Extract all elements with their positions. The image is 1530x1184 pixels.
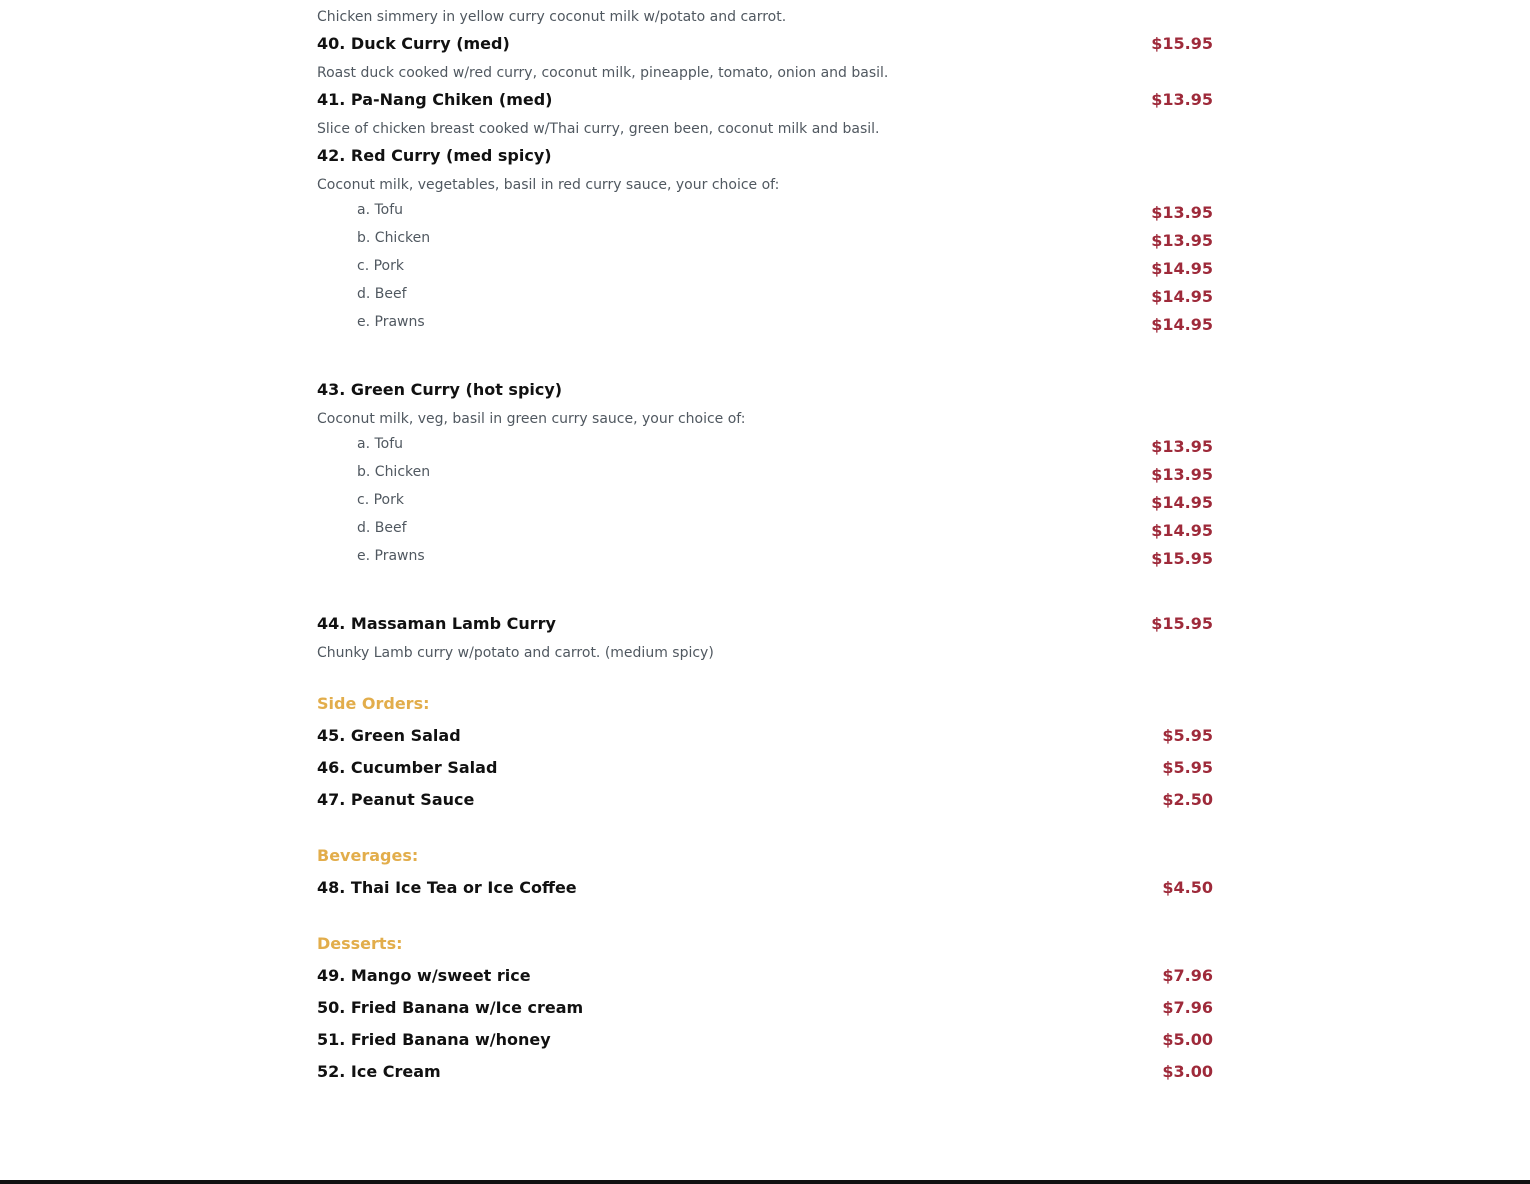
item-price: $13.95: [1151, 90, 1213, 109]
section-title-side-orders: Side Orders:: [317, 694, 430, 713]
item-price: $5.00: [1162, 1030, 1213, 1049]
item-name: 41. Pa-Nang Chiken (med): [317, 90, 553, 109]
item-description: Chunky Lamb curry w/potato and carrot. (medium spicy): [317, 645, 714, 661]
option-label: b. Chicken: [357, 464, 431, 480]
item-description: Coconut milk, vegetables, basil in red curry sauce, your choice of:: [317, 177, 780, 193]
menu-item-43: [317, 378, 1213, 572]
spacer: [317, 868, 1213, 876]
option-price: $14.95: [1151, 314, 1213, 334]
item-name: 46. Cucumber Salad: [317, 758, 498, 777]
option-label: e. Prawns: [357, 314, 425, 330]
option-label: e. Prawns: [357, 548, 425, 564]
menu-item-45: [317, 724, 1213, 756]
option-row: [317, 310, 1213, 338]
item-description: Chicken simmery in yellow curry coconut milk w/potato and carrot.: [317, 9, 787, 25]
menu-item-47: [317, 788, 1213, 820]
option-label: a. Tofu: [357, 436, 404, 452]
item-name: 45. Green Salad: [317, 726, 461, 745]
section-title-beverages: Beverages:: [317, 846, 419, 865]
option-list: [317, 198, 1213, 338]
spacer: [317, 344, 1213, 378]
menu-item-46: [317, 756, 1213, 788]
option-row: [317, 488, 1213, 516]
footer-bar: [0, 1180, 1530, 1184]
option-price: $14.95: [1151, 286, 1213, 306]
item-price: $5.95: [1162, 758, 1213, 777]
item-name: 40. Duck Curry (med): [317, 34, 510, 53]
option-price: $15.95: [1151, 548, 1213, 568]
option-row: [317, 198, 1213, 226]
item-description: Coconut milk, veg, basil in green curry sauce, your choice of:: [317, 411, 746, 427]
item-price: $5.95: [1162, 726, 1213, 745]
option-price: $14.95: [1151, 520, 1213, 540]
item-name: 47. Peanut Sauce: [317, 790, 475, 809]
item-price: $7.96: [1162, 966, 1213, 985]
item-price: $2.50: [1162, 790, 1213, 809]
item-name: 52. Ice Cream: [317, 1062, 441, 1081]
menu-item-51: [317, 1028, 1213, 1060]
menu-item-48: [317, 876, 1213, 908]
option-row: [317, 460, 1213, 488]
item-price: $7.96: [1162, 998, 1213, 1017]
item-name: 43. Green Curry (hot spicy): [317, 380, 563, 399]
spacer: [317, 956, 1213, 964]
item-name: 48. Thai Ice Tea or Ice Coffee: [317, 878, 577, 897]
option-price: $13.95: [1151, 230, 1213, 250]
spacer: [317, 820, 1213, 844]
option-price: $14.95: [1151, 492, 1213, 512]
spacer: [317, 668, 1213, 692]
option-price: $13.95: [1151, 436, 1213, 456]
item-name: 50. Fried Banana w/Ice cream: [317, 998, 584, 1017]
item-description: Slice of chicken breast cooked w/Thai curry, green been, coconut milk and basil.: [317, 121, 880, 137]
menu-item-39: [317, 0, 1213, 26]
option-label: b. Chicken: [357, 230, 431, 246]
menu-list: [317, 0, 1213, 1092]
menu-item-50: [317, 996, 1213, 1028]
menu-item-52: [317, 1060, 1213, 1092]
item-name: 51. Fried Banana w/honey: [317, 1030, 551, 1049]
option-label: d. Beef: [357, 520, 407, 536]
item-price: $15.95: [1151, 614, 1213, 633]
item-price: $4.50: [1162, 878, 1213, 897]
item-name: 49. Mango w/sweet rice: [317, 966, 531, 985]
option-row: [317, 544, 1213, 572]
item-name: 44. Massaman Lamb Curry: [317, 614, 556, 633]
option-label: c. Pork: [357, 258, 404, 274]
option-row: [317, 226, 1213, 254]
option-label: c. Pork: [357, 492, 404, 508]
menu-item-40: [317, 32, 1213, 82]
option-label: d. Beef: [357, 286, 407, 302]
menu-item-42: [317, 144, 1213, 338]
menu-item-49: [317, 964, 1213, 996]
spacer: [317, 716, 1213, 724]
item-description: Roast duck cooked w/red curry, coconut milk, pineapple, tomato, onion and basil.: [317, 65, 889, 81]
spacer: [317, 578, 1213, 612]
option-price: $14.95: [1151, 258, 1213, 278]
option-price: $13.95: [1151, 202, 1213, 222]
option-price: $13.95: [1151, 464, 1213, 484]
option-list: [317, 432, 1213, 572]
item-price: $15.95: [1151, 34, 1213, 53]
item-price: $3.00: [1162, 1062, 1213, 1081]
option-row: [317, 282, 1213, 310]
option-row: [317, 516, 1213, 544]
option-row: [317, 432, 1213, 460]
option-row: [317, 254, 1213, 282]
option-label: a. Tofu: [357, 202, 404, 218]
item-name: 42. Red Curry (med spicy): [317, 146, 552, 165]
section-title-desserts: Desserts:: [317, 934, 403, 953]
menu-item-44: [317, 612, 1213, 662]
menu-item-41: [317, 88, 1213, 138]
spacer: [317, 908, 1213, 932]
